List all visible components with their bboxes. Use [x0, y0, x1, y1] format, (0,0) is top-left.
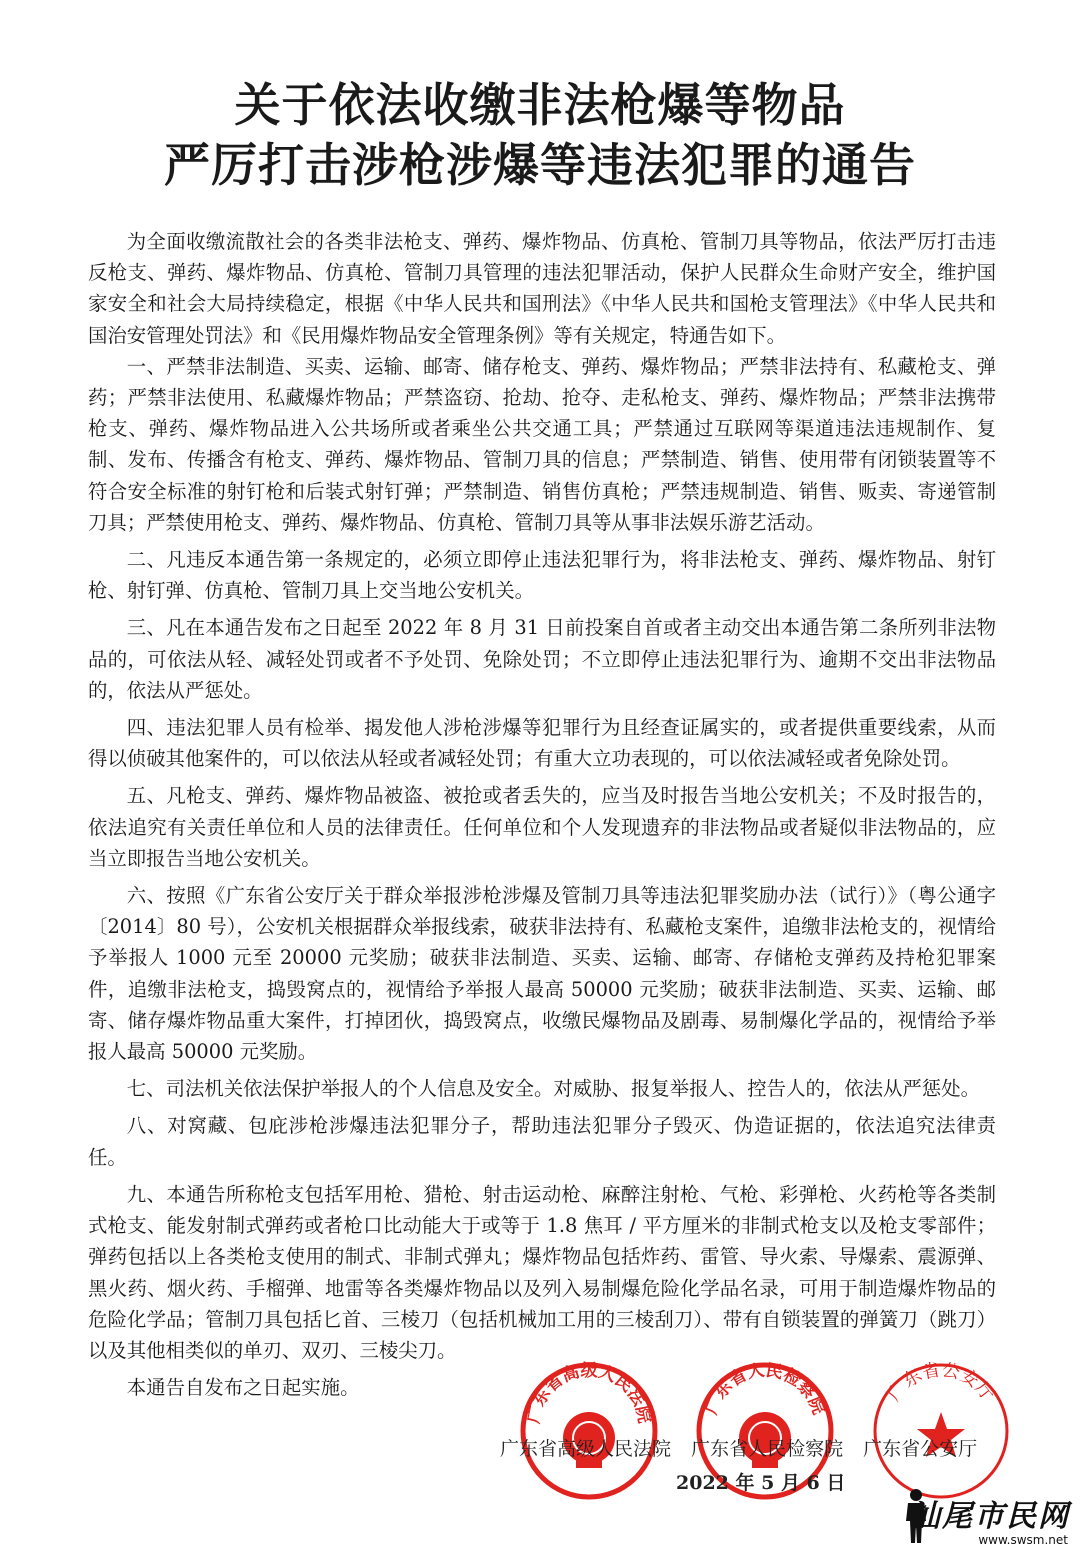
- paragraph-3: 三、凡在本通告发布之日起至 2022 年 8 月 31 日前投案自首或者主动交出本通告第二条所列非法物品的，可依法从轻、减轻处罚或者不予处罚、免除处罚；不立即停止违法犯罪行为、逾期不交出非法物品的，依法从严惩处。: [88, 616, 996, 702]
- paragraph-effective: 本通告自发布之日起实施。: [126, 1376, 360, 1400]
- paragraph-7: 七、司法机关依法保护举报人的个人信息及安全。对威胁、报复举报人、控告人的，依法从严惩处。: [126, 1077, 980, 1101]
- notice-title-line-1: 关于依法收缴非法枪爆等物品: [234, 78, 846, 132]
- paragraph-2: 二、凡违反本通告第一条规定的，必须立即停止违法犯罪行为，将非法枪支、弹药、爆炸物品、射钉枪、射钉弹、仿真枪、管制刀具上交当地公安机关。: [88, 548, 996, 603]
- paragraph-4: 四、违法犯罪人员有检举、揭发他人涉枪涉爆等犯罪行为且经查证属实的，或者提供重要线索，从而得以侦破其他案件的，可以依法从轻或者减轻处罚；有重大立功表现的，可以依法减轻或者免除处罚。: [88, 716, 996, 771]
- court-seal: [518, 1360, 660, 1502]
- watermark-url: www.swsm.net: [978, 1533, 1068, 1547]
- court-seal-text: 广东省高级人民法院: [523, 1361, 655, 1426]
- procuratorate-seal-text: 广东省人民检察院: [701, 1360, 829, 1418]
- svg-text:广东省人民检察院: [701, 1361, 830, 1418]
- notice-title-line-2: 严厉打击涉枪涉爆等违法犯罪的通告: [164, 138, 916, 192]
- signatory-procuratorate: 广东省人民检察院: [691, 1438, 844, 1460]
- police-seal: [870, 1360, 1012, 1502]
- paragraph-9: 九、本通告所称枪支包括军用枪、猎枪、射击运动枪、麻醉注射枪、气枪、彩弹枪、火药枪等各类制式枪支、能发射制式弹药或者枪口比动能大于或等于 1.8 焦耳 / 平方厘米的非制式枪支以及枪支零部件；弹药包括以上各类枪支使用的制式、非制式弹丸；爆炸物品包括炸药、雷管、导火索、导爆索、震源弹、黑火药、烟火药、手榴弹、地雷等各类爆炸物品以及列入易制爆危险化学品名录，可用于制造爆炸物品的危险化学品；管制刀具包括匕首、三棱刀（包括机械加工用的三棱刮刀）、带有自锁装置的弹簧刀（跳刀）以及其他相类似的单刃、双刃、三棱尖刀。: [88, 1182, 996, 1362]
- signatories: [500, 1434, 1020, 1461]
- paragraph-8: 八、对窝藏、包庇涉枪涉爆违法犯罪分子，帮助违法犯罪分子毁灭、伪造证据的，依法追究法律责任。: [88, 1114, 996, 1169]
- paragraph-5: 五、凡枪支、弹药、爆炸物品被盗、被抢或者丢失的，应当及时报告当地公安机关；不及时报告的，依法追究有关责任单位和人员的法律责任。任何单位和个人发现遗弃的非法物品或者疑似非法物品的，应当立即报告当地公安机关。: [88, 784, 996, 870]
- watermark-title: 汕尾市民网: [910, 1499, 1070, 1534]
- police-seal-text: 广东省公安厅: [883, 1360, 999, 1406]
- svg-text:广东省公安厅: [884, 1360, 999, 1405]
- watermark: [902, 1487, 1072, 1547]
- paragraph-1: 一、严禁非法制造、买卖、运输、邮寄、储存枪支、弹药、爆炸物品；严禁非法持有、私藏枪支、弹药；严禁非法使用、私藏爆炸物品；严禁盗窃、抢劫、抢夺、走私枪支、弹药、爆炸物品；严禁非法携带枪支、弹药、爆炸物品进入公共场所或者乘坐公共交通工具；严禁通过互联网等渠道违法违规制作、复制、发布、传播含有枪支、弹药、爆炸物品、管制刀具的信息；严禁制造、销售、使用带有闭锁装置等不符合安全标准的射钉枪和后装式射钉弹；严禁制造、销售仿真枪；严禁违规制造、销售、贩卖、寄递管制刀具；严禁使用枪支、弹药、爆炸物品、仿真枪、管制刀具等从事非法娱乐游艺活动。: [88, 354, 996, 534]
- notice-body: [88, 226, 996, 1403]
- paragraph-preamble: 为全面收缴流散社会的各类非法枪支、弹药、爆炸物品、仿真枪、管制刀具等物品，依法严厉打击违反枪支、弹药、爆炸物品、仿真枪、管制刀具管理的违法犯罪活动，保护人民群众生命财产安全，维护国家安全和社会大局持续稳定，根据《中华人民共和国刑法》《中华人民共和国枪支管理法》《中华人民共和国治安管理处罚法》和《民用爆炸物品安全管理条例》等有关规定，特通告如下。: [88, 230, 996, 347]
- paragraph-6: 六、按照《广东省公安厅关于群众举报涉枪涉爆及管制刀具等违法犯罪奖励办法（试行）》（粤公通字〔2014〕80 号），公安机关根据群众举报线索，破获非法持有、私藏枪支案件，追缴非法枪支的，视情给予举报人 1000 元至 20000 元奖励；破获非法制造、买卖、运输、邮寄、存储枪支弹药及持枪犯罪案件，追缴非法枪支，捣毁窝点的，视情给予举报人最高 50000 元奖励；破获非法制造、买卖、运输、邮寄、储存爆炸物品重大案件，打掉团伙，捣毁窝点，收缴民爆物品及剧毒、易制爆化学品的，视情给予举报人最高 50000 元奖励。: [88, 884, 996, 1064]
- signatory-police: 广东省公安厅: [863, 1438, 978, 1460]
- signatory-court: 广东省高级人民法院: [500, 1438, 672, 1460]
- issue-date: 2022 年 5 月 6 日: [676, 1472, 846, 1494]
